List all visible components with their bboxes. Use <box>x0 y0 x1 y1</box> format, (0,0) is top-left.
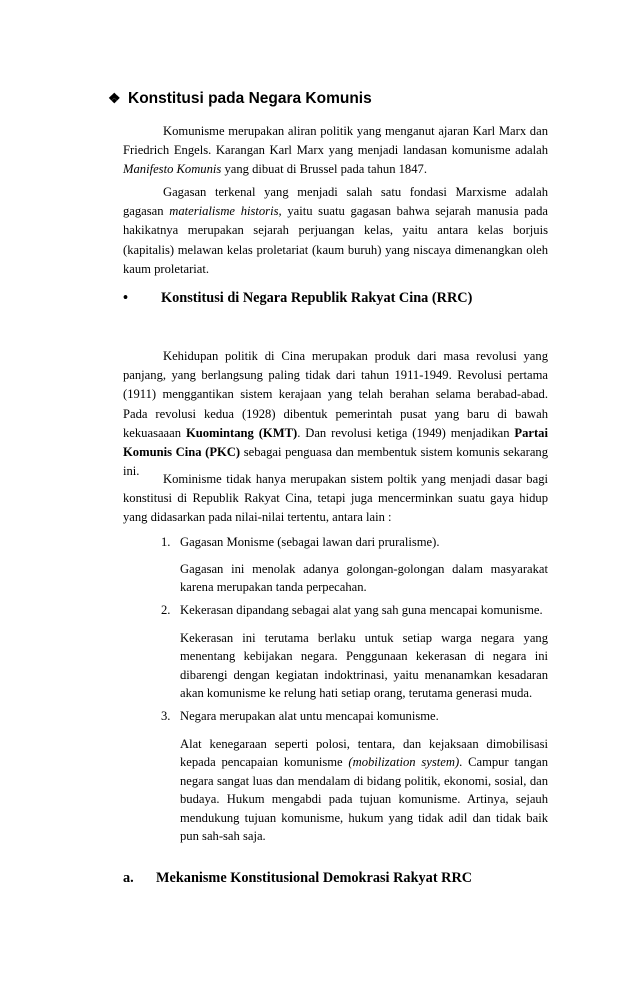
section-heading-komunis <box>108 90 372 108</box>
subsection-heading-rrc <box>123 290 472 307</box>
list-title-2: Kekerasan dipandang sebagai alat yang sah guna mencapai komunisme. <box>180 603 543 617</box>
bullet-icon: • <box>123 290 129 306</box>
italic-mobilization: (mobilization system) <box>348 755 460 770</box>
paragraph-materialisme: Gagasan terkenal yang menjadi salah satu fondasi Marxisme adalah gagasan materialisme historis, yaitu suatu gagasan bahwa sejarah manusia pada hakikatnya merupakan sejarah perjuangan kelas, yaitu antara kelas borjuis (kapitalis) melawan kelas proletariat (kaum buruh) yang niscaya dimenangkan oleh kaum proletariat. <box>123 185 548 276</box>
list-body-3: Alat kenegaraan seperti polosi, tentara, dan kejaksaan dimobilisasi kepada pencapaian komunisme (mobilization system). Campur tangan negara sangat luas dan mendalam di bidang politik, ekonomi, sosial, dan budaya. Hukum mengabdi pada tujuan komunisme. Artinya, sejauh mendukung tujuan komunisme, hukum yang tidak adil dan tidak baik pun sah-sah saja. <box>180 737 549 844</box>
paragraph-revolusi: Kehidupan politik di Cina merupakan produk dari masa revolusi yang panjang, yang berlangsung paling tidak dari tahun 1911-1949. Revolusi pertama (1911) menggantikan sistem kerajaan yang telah berahan selama berabad-abad. Pada revolusi kedua (1928) dibentuk pemerintah pusat yang baru di bawah kekuasaaan Kuomintang (KMT). Dan revolusi ketiga (1949) menjadikan Partai Komunis Cina (PKC) sebagai penguasa dan membentuk sistem komunis sekarang ini. <box>123 349 548 479</box>
italic-materialisme: materialisme historis, <box>169 204 282 219</box>
heading-label: a. <box>123 870 134 886</box>
list-title-3: Negara merupakan alat untu mencapai komunisme. <box>180 709 439 723</box>
subsection-heading-mekanisme-text: Mekanisme Konstitusional Demokrasi Rakyat RRC <box>156 870 473 886</box>
list-body-1: Gagasan ini menolak adanya golongan-golongan dalam masyarakat karena merupakan tanda perpecahan. <box>180 562 548 595</box>
list-number-3: 3. <box>161 709 171 723</box>
list-number-1: 1. <box>161 535 171 549</box>
italic-manifesto: Manifesto Komunis <box>123 162 222 177</box>
section-heading-text: Konstitusi pada Negara Komunis <box>128 90 372 107</box>
diamond-bullet-icon: ❖ <box>108 90 121 106</box>
paragraph-komunisme-intro: Komunisme merupakan aliran politik yang menganut ajaran Karl Marx dan Friedrich Engels. Karangan Karl Marx yang menjadi landasan komunisme adalah Manifesto Komunis yang dibuat di Brussel pada tahun 1847. <box>123 124 548 177</box>
subsection-heading-text: Konstitusi di Negara Republik Rakyat Cina (RRC) <box>161 290 473 306</box>
list-title-1: Gagasan Monisme (sebagai lawan dari pruralisme). <box>180 535 440 549</box>
list-body-2: Kekerasan ini terutama berlaku untuk setiap warga negara yang menentang kebijakan negara. Penggunaan kekerasan di negara ini dibarengi dengan kegiatan indoktrinasi, yaitu menanamkan kesadaran akan komunisme ke relung hati setiap orang, terutama generasi muda. <box>180 631 548 701</box>
paragraph-nilai-nilai: Kominisme tidak hanya merupakan sistem poltik yang menjadi dasar bagi konstitusi di Republik Rakyat Cina, tetapi juga mencerminkan suatu gaya hidup yang didasarkan pada nilai-nilai tertentu, antara lain : <box>123 472 548 525</box>
subsection-heading-mekanisme <box>123 870 472 887</box>
bold-pkc: Partai Komunis Cina (PKC) <box>123 425 548 460</box>
bold-kmt: Kuomintang (KMT) <box>185 425 298 440</box>
list-number-2: 2. <box>161 603 171 617</box>
